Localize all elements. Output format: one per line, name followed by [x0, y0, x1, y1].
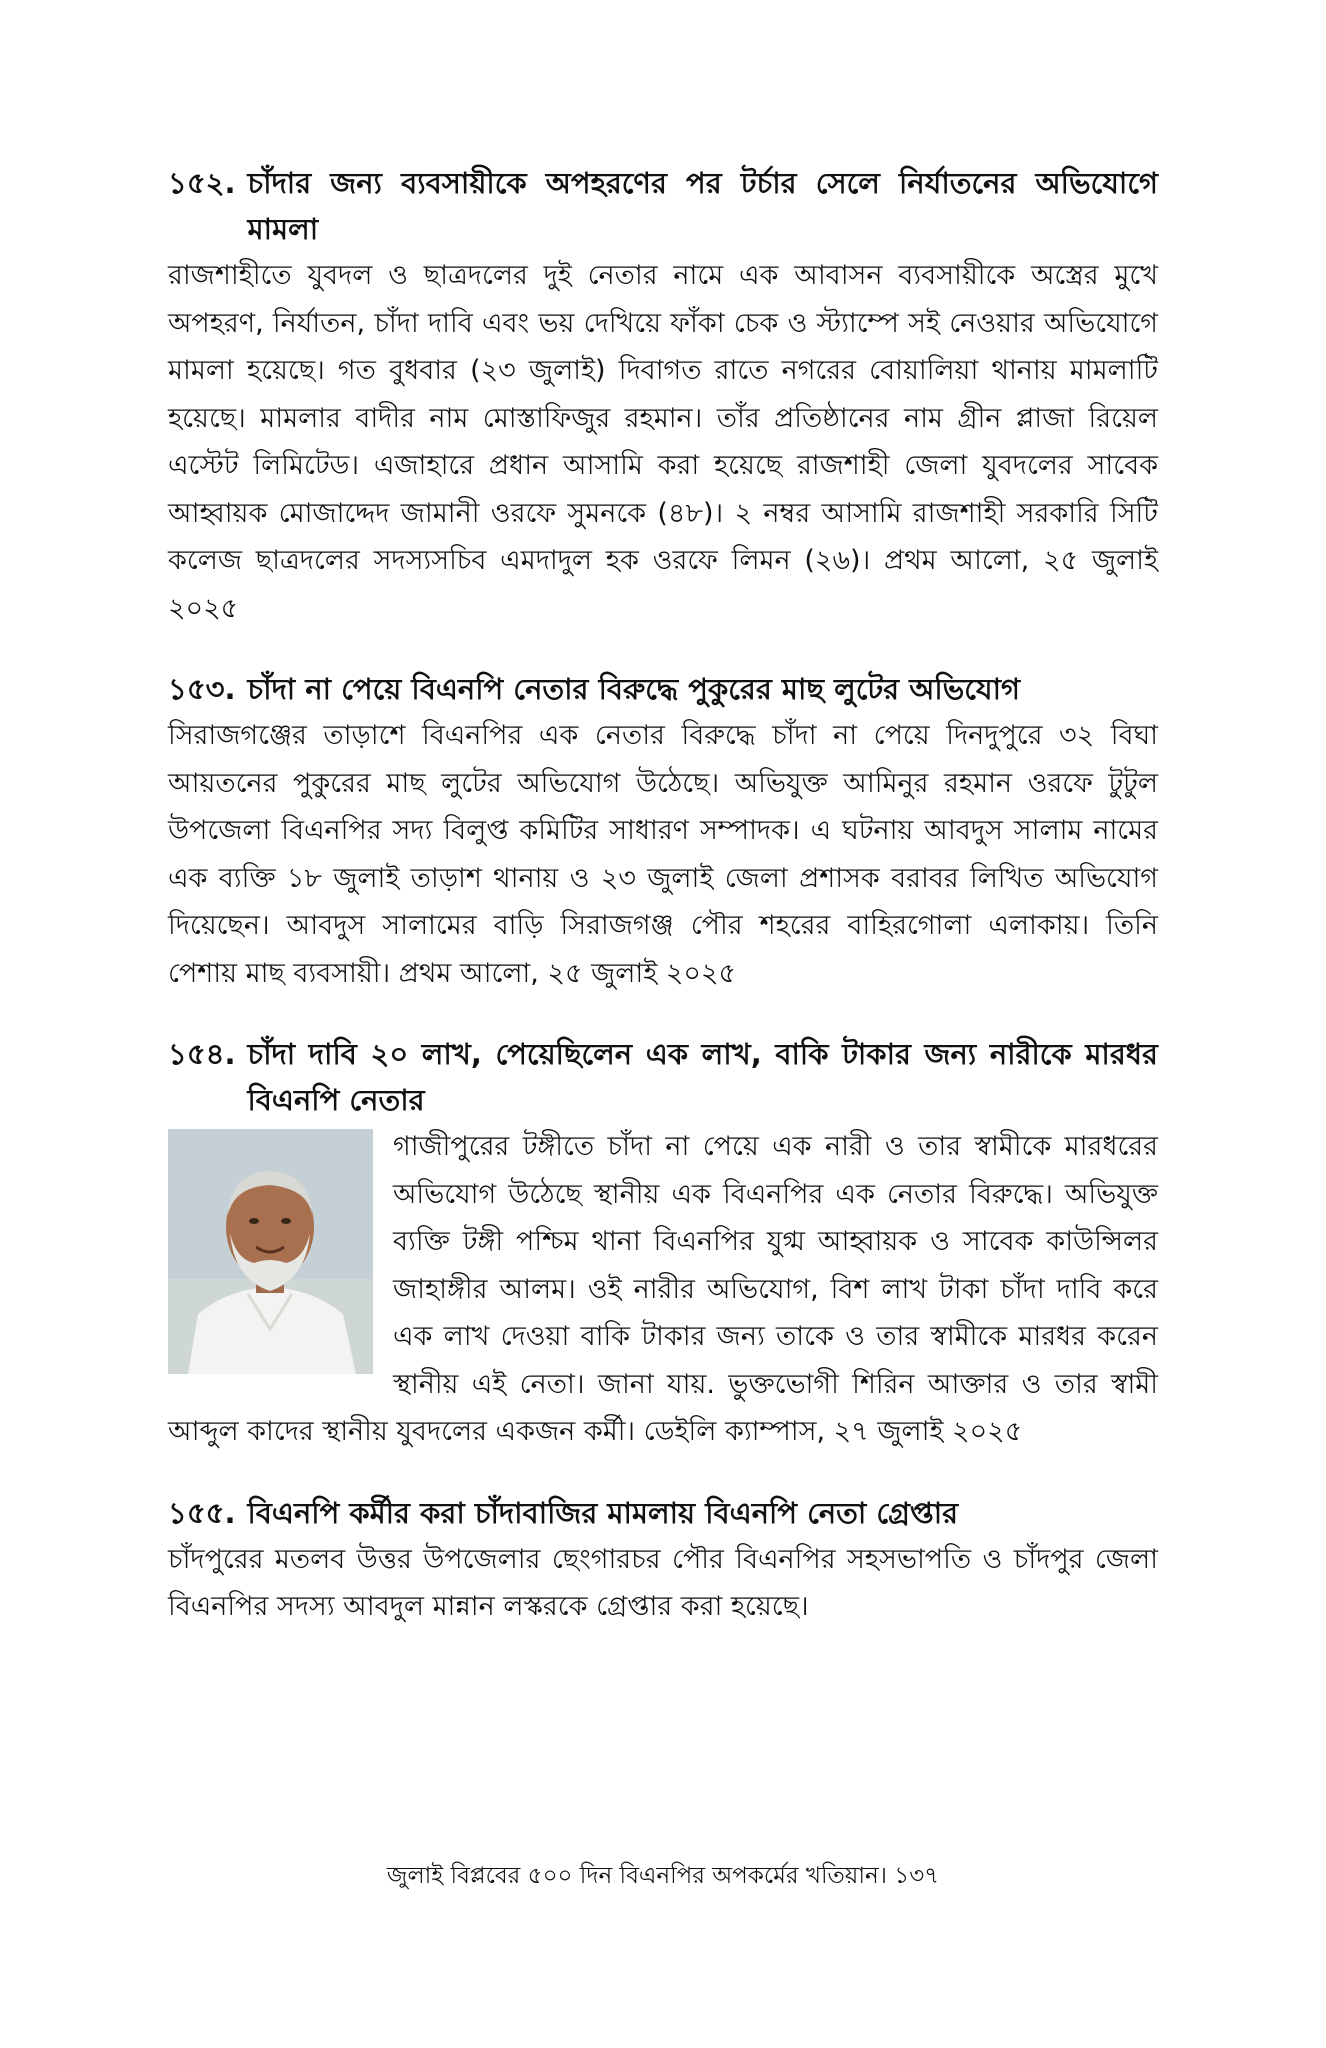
item-body: রাজশাহীতে যুবদল ও ছাত্রদলের দুই নেতার নামে এক আবাসন ব্যবসায়ীকে অস্ত্রের মুখে অপহরণ, নির্যাতন, চাঁদা দাবি এবং ভয় দেখিয়ে ফাঁকা চেক ও স্ট্যাম্পে সই নেওয়ার অভিযোগে মামলা হয়েছে। গত বুধবার (২৩ জুলাই) দিবাগত রাতে নগরের বোয়ালিয়া থানায় মামলাটি হয়েছে। মামলার বাদীর নাম মোস্তাফিজুর রহমান। তাঁর প্রতিষ্ঠানের নাম গ্রীন প্লাজা রিয়েল এস্টেট লিমিটেড। এজাহারে প্রধান আসামি করা হয়েছে রাজশাহী জেলা যুবদলের সাবেক আহ্বায়ক মোজাদ্দেদ জামানী ওরফে সুমনকে (৪৮)। ২ নম্বর আসামি রাজশাহী সরকারি সিটি কলেজ ছাত্রদলের সদস্যসচিব এমদাদুল হক ওরফে লিমন (২৬)। প্রথম আলো, ২৫ জুলাই ২০২৫	[168, 260, 1158, 624]
news-item-153	[168, 666, 1158, 997]
item-number: ১৫৩.	[168, 672, 236, 706]
item-body: চাঁদপুরের মতলব উত্তর উপজেলার ছেংগারচর পৌর বিএনপির সহসভাপতি ও চাঁদপুর জেলা বিএনপির সদস্য আবদুল মান্নান লস্করকে গ্রেপ্তার করা হয়েছে।	[168, 1543, 1158, 1622]
item-number: ১৫৪.	[168, 1037, 236, 1071]
portrait-illustration	[168, 1129, 373, 1374]
news-item-154	[168, 1031, 1158, 1456]
news-item-152	[168, 160, 1158, 632]
item-body-text: গাজীপুরের টঙ্গীতে চাঁদা না পেয়ে এক নারী ও তার স্বামীকে মারধরের অভিযোগ উঠেছে স্থানীয় এক বিএনপির এক নেতার বিরুদ্ধে। অভিযুক্ত ব্যক্তি টঙ্গী পশ্চিম থানা বিএনপির যুগ্ম আহ্বায়ক ও সাবেক কাউন্সিলর জাহাঙ্গীর আলম। ওই নারীর অভিযোগ, বিশ লাখ টাকা চাঁদা দাবি করে এক লাখ দেওয়া বাকি টাকার জন্য তাকে ও তার স্বামীকে মারধর করেন স্থানীয় এই নেতা। জানা যায়. ভুক্তভোগী শিরিন আক্তার ও তার স্বামী আব্দুল কাদের স্থানীয় যুবদলের একজন কর্মী। ডেইলি ক্যাম্পাস, ২৭ জুলাই ২০২৫	[168, 1131, 1158, 1447]
item-title: চাঁদার জন্য ব্যবসায়ীকে অপহরণের পর টর্চার সেলে নির্যাতনের অভিযোগে মামলা	[247, 166, 1158, 246]
item-heading	[168, 666, 1158, 712]
item-title: চাঁদা দাবি ২০ লাখ, পেয়েছিলেন এক লাখ, বাকি টাকার জন্য নারীকে মারধর বিএনপি নেতার	[247, 1037, 1158, 1117]
news-item-155	[168, 1490, 1158, 1631]
item-title: বিএনপি কর্মীর করা চাঁদাবাজির মামলায় বিএনপি নেতা গ্রেপ্তার	[247, 1495, 959, 1530]
page-footer: জুলাই বিপ্লবের ৫০০ দিন বিএনপির অপকর্মের খতিয়ান। ১৩৭	[386, 1863, 940, 1889]
item-body: সিরাজগঞ্জের তাড়াশে বিএনপির এক নেতার বিরুদ্ধে চাঁদা না পেয়ে দিনদুপুরে ৩২ বিঘা আয়তনের পুকুরের মাছ লুটের অভিযোগ উঠেছে। অভিযুক্ত আমিনুর রহমান ওরফে টুটুল উপজেলা বিএনপির সদ্য বিলুপ্ত কমিটির সাধারণ সম্পাদক। এ ঘটনায় আবদুস সালাম নামের এক ব্যক্তি ১৮ জুলাই তাড়াশ থানায় ও ২৩ জুলাই জেলা প্রশাসক বরাবর লিখিত অভিযোগ দিয়েছেন। আবদুস সালামের বাড়ি সিরাজগঞ্জ পৌর শহরের বাহিরগোলা এলাকায়। তিনি পেশায় মাছ ব্যবসায়ী। প্রথম আলো, ২৫ জুলাই ২০২৫	[168, 720, 1158, 989]
page-content	[168, 160, 1158, 1665]
item-heading	[168, 160, 1158, 252]
person-photo	[168, 1129, 373, 1374]
item-heading	[168, 1490, 1158, 1536]
item-number: ১৫২.	[168, 166, 236, 200]
item-body-with-photo	[168, 1123, 1158, 1456]
item-number: ১৫৫.	[168, 1495, 236, 1530]
item-title: চাঁদা না পেয়ে বিএনপি নেতার বিরুদ্ধে পুকুরের মাছ লুটের অভিযোগ	[247, 672, 1021, 706]
item-heading	[168, 1031, 1158, 1123]
